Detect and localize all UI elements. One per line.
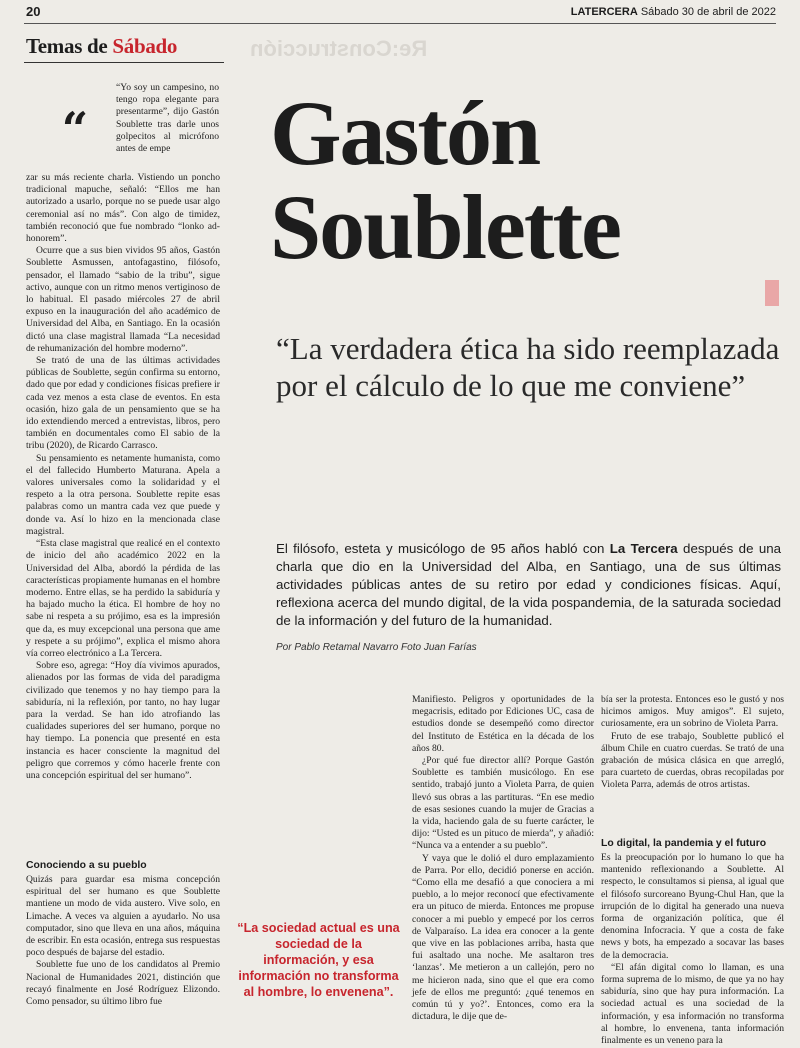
left-p4: Su pensamiento es netamente humanista, como el del fallecido Humberto Maturana. Apela a valores universales como la solidaridad y el respeto a la otra persona. Soublette repite esas palabras como un mantra cada vez que puede y donde va. Así lo hizo en la mencionada clase magistral. [26, 452, 220, 537]
section-prefix: Temas de [26, 34, 108, 58]
pull-quote: “La sociedad actual es una sociedad de la información, y esa información no transforma al hombre, lo envenena”. [237, 921, 400, 999]
left-p6: Sobre eso, agrega: “Hoy día vivimos apurados, alienados por las formas de vida del paradigma civilizado que tenemos y no hay tiempo para la sabiduría, ni la reflexión, por tanto, no hay lugar para la verdad. Se han ido atrofiando las cualidades superiores del ser humano, porque no hay tiempo. La ponencia que presenté en esta instancia es hacer consciente la magnitud del peligro que corremos y cómo hacerle frente con una concepción espiritual del ser humano”. [26, 660, 220, 781]
right-subhead: Lo digital, la pandemia y el futuro [601, 838, 767, 849]
headline-line-1: Gastón [270, 82, 540, 184]
paper-name: LATERCERA [570, 6, 638, 18]
lead-paragraph [276, 540, 781, 630]
right-p1: bía ser la protesta. Entonces eso le gustó y nos hicimos amigos. Muy amigos”. El sujeto, curiosamente, era un sobrino de Violeta Parra. [601, 694, 784, 730]
byline: Por Pablo Retamal Navarro Foto Juan Farías [276, 642, 477, 653]
middle-column [412, 694, 594, 1044]
mid-p3: Y vaya que le dolió el duro emplazamiento de Parra. Por ello, decidió ponerse en acción. “Como ella me desafió a que conociera a mi pueblo, a lo mejor reconocí que efectivamente era un pituco de mierda. Entonces me propuse conocer a mi pueblo y empecé por los cerros de Valparaíso. La idea era conocer a la gente que vive en las poblaciones arriba, hasta que fui asaltado una noche. Me asaltaron tres ‘lanzas’. Me metieron a un callejón, pero no me hicieron nada, sino que el que era como jefe de ellos me preguntó: ¿qué tenemos en común tú y yo?’. Entonces, como era la dictadura, le dije que de- [412, 852, 594, 1023]
left-column-bottom [26, 874, 220, 1044]
right-p3: Es la preocupación por lo humano lo que ha mantenido reflexionando a Soublette. Al respecto, le consultamos si piensa, al igual que el filósofo surcoreano Byung-Chul Han, que la irrupción de lo digital ha generado una nueva forma de organización política, que él denomina Infocracia. Y que a costa de fake news y bots, ha empezado a socavar las bases de la democracia. [601, 852, 784, 961]
right-p2: Fruto de ese trabajo, Soublette publicó el álbum Chile en cuatro cuerdas. Se trató de una grabación de música clásica en que arregló, para cuarteto de cuerdas, obras recopiladas por Violeta Parra, además de otros artistas. [601, 730, 784, 791]
section-highlight: Sábado [112, 34, 178, 58]
left-p1: zar su más reciente charla. Vistiendo un poncho tradicional mapuche, señaló: “Ellos me han autorizado a usarlo, porque no se puede usar algo ceremonial así no más”. Con algo de timidez, también reconoció que fue nombrado “lonko ad-honorem”. [26, 172, 220, 245]
left-p3: Se trató de una de las últimas actividades públicas de Soublette, según confirma su entorno, dado que por edad y condiciones físicas prefiere ir cada vez menos a esta clase de eventos. En esta ocasión, hizo gala de un pensamiento que se ha ido extendiendo merced a entrevistas, libros, pero también en documentales como El sabio de la tribu (2020), de Ricardo Carrasco. [26, 355, 220, 452]
left-p5: “Esta clase magistral que realicé en el contexto de inicio del año académico 2022 en la Universidad del Alba, abordó la pérdida de las características propiamente humanas en el hombre moderno. Entre ellas, se ha perdido la sabiduría y ha bajado mucho la ética. El hombre de hoy no sabe ni respeta a su prójimo, esa es la impresión que da, es muy excepcional una persona que ame y respete a su prójimo”, explica el mismo ahora vía correo electrónico a La Tercera. [26, 538, 220, 659]
headline-line-2: Soublette [270, 176, 620, 278]
subtitle-quote: “La verdadera ética ha sido reemplazada por el cálculo de lo que me conviene” [276, 331, 780, 403]
page-number: 20 [26, 4, 41, 19]
bleed-through-text: Re:Construcción [250, 36, 428, 61]
left-subhead: Conociendo a su pueblo [26, 860, 147, 871]
left-column [26, 172, 220, 781]
headline [270, 82, 785, 278]
quote-icon: “ [61, 102, 89, 156]
right-column [601, 694, 784, 834]
left-p8: Soublette fue uno de los candidatos al Premio Nacional de Humanidades 2021, distinción que recayó finalmente en José Rodríguez Elizondo. Como pensador, su último libro fue [26, 959, 220, 1008]
lead-part-2: después de una charla que dio en la Universidad del Alba, en Santiago, una de sus últimas actividades públicas antes de su retiro por edad y condiciones físicas. Aquí, reflexiona acerca del mundo digital, de la vida pospandemia, de la saturada sociedad de la información y del futuro de la humanidad. [276, 541, 782, 628]
left-p7: Quizás para guardar esa misma concepción espiritual del ser humano es que Soublette mantiene un modo de vida austero. Vive solo, en Limache. A veces va alguien a ayudarlo. No usa computador, sino que lleva en una años, máquina de escribir. En esta ocasión, entrega sus respuestas poco después de bajarse del estadio. [26, 874, 220, 959]
mid-p2: ¿Por qué fue director allí? Porque Gastón Soublette es también musicólogo. En ese sentido, trabajó junto a Violeta Parra, de quien llevó sus obras a las partituras. “En ese medio de esas sesiones cuando la mujer de Gracias a la vida, haciendo gala de su fuerte carácter, le dijo: “Usted es un pituco de mierda”, y añadió: “Nunca va a entender a su pueblo”. [412, 755, 594, 852]
decorative-block [765, 280, 779, 306]
left-p2: Ocurre que a sus bien vividos 95 años, Gastón Soublette Asmussen, antofagastino, filósofo, pensador, el llamado “sabio de la tribu”, sigue activo, aunque con un ritmo menos vertiginoso de lo habitual. El pasado miércoles 27 de abril expuso en la inauguración del año académico de Universidad del Alba, en Santiago. En la ocasión dictó una clase magistral llamada “La necesidad de rehumanización del hombre moderno”. [26, 245, 220, 354]
dateline [571, 6, 776, 18]
lead-bold: La Tercera [609, 541, 678, 556]
right-p4: “El afán digital como lo llaman, es una forma suprema de lo mismo, de que ya no hay sabiduría, sino que hay pura información. La sociedad actual es una sociedad de la información, y esa información no transforma al hombre, lo envenena, tanta información finalmente es un veneno para la [601, 961, 784, 1047]
header-rule [24, 23, 776, 24]
opening-text: “Yo soy un campesino, no tengo ropa elegante para presentarme”, dijo Gastón Soublette tras darle unos golpecitos al micrófono antes de empe [116, 82, 219, 155]
section-label [26, 34, 177, 59]
lead-part-1: El filósofo, esteta y musicólogo de 95 años habló con [276, 541, 610, 556]
section-rule [24, 62, 224, 63]
issue-date: Sábado 30 de abril de 2022 [640, 6, 776, 18]
mid-p1: Manifiesto. Peligros y oportunidades de la megacrisis, editado por Ediciones UC, casa de estudios donde se desempeñó como director del Instituto de Estética en la década de los años 80. [412, 694, 594, 754]
right-column-bottom [601, 852, 784, 1047]
